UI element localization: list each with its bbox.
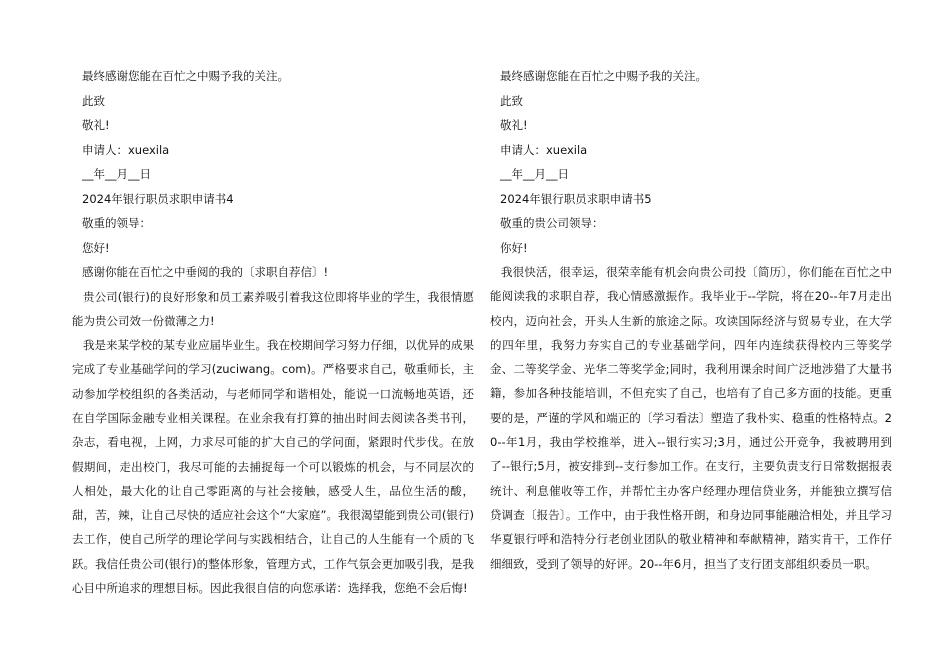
closing-thanks: 最终感谢您能在百忙之中赐予我的关注。 <box>500 69 707 83</box>
salutation-cizhi: 此致 <box>500 93 523 108</box>
letter-thanks: 感谢你能在百忙之中垂阅的我的〔求职自荐信〕! <box>82 265 329 279</box>
closing-thanks: 最终感谢您能在百忙之中赐予我的关注。 <box>82 69 289 83</box>
salutation-cizhi: 此致 <box>82 93 105 108</box>
date-placeholder: __年__月__日 <box>82 167 151 181</box>
applicant-name: 申请人：xuexila <box>500 142 588 157</box>
left-column <box>72 64 474 600</box>
date-placeholder: __年__月__日 <box>500 167 569 181</box>
salutation-jingli: 敬礼! <box>500 118 528 132</box>
letter-hello: 您好! <box>82 240 110 255</box>
right-column <box>490 64 892 576</box>
applicant-name: 申请人：xuexila <box>82 142 170 157</box>
body-paragraph: 贵公司(银行)的良好形象和员工素养吸引着我这位即将毕业的学生，我很情愿能为贵公司效一份微薄之力! <box>72 289 474 328</box>
letter-title: 2024年银行职员求职申请书4 <box>82 191 234 206</box>
salutation-jingli: 敬礼! <box>82 118 110 132</box>
letter-hello: 你好! <box>500 240 528 255</box>
letter-greeting: 敬重的贵公司领导： <box>500 216 604 230</box>
letter-greeting: 敬重的领导： <box>82 216 151 230</box>
body-paragraph: 我是来某学校的某专业应届毕业生。我在校期间学习努力仔细，以优异的成果完成了专业基础学问的学习(zuciwang。com)。严格要求自己，敬重师长，主动参加学校组织的各类活动，与老师同学和谐相处，能说一口流畅地英语，还在自学国际金融专业相关课程。在业余我有打算的抽出时间去阅读各类书刊，杂志，看电视，上网，力求尽可能的扩大自己的学问面，紧跟时代步伐。在放假期间，走出校门，我尽可能的去捕捉每一个可以锻炼的机会，与不同层次的人相处，最大化的让自己零距离的与社会接触，感受人生，品位生活的酸，甜，苦，辣，让自己尽快的适应社会这个“大家庭”。我很渴望能到贵公司(银行)去工作，使自己所学的理论学问与实践相结合，让自己的人生能有一个质的飞跃。我信任贵公司(银行)的整体形象，管理方式，工作气氛会更加吸引我，是我心目中所追求的理想目标。因此我很自信的向您承诺：选择我，您绝不会后悔! <box>72 338 474 596</box>
body-paragraph: 我很快活，很幸运，很荣幸能有机会向贵公司投〔简历〕，你们能在百忙之中能阅读我的求职自荐，我心情感激振作。我毕业于--学院，将在20--年7月走出校内，迈向社会，开头人生新的旅途之际。攻读国际经济与贸易专业，在大学的四年里，我努力夯实自己的专业基础学问，四年内连续获得校内三等奖学金、二等奖学金、光华二等奖学金;同时，我利用课余时间广泛地涉猎了大量书籍，参加各种技能培训，不但充实了自己，也培有了自己多方面的技能。更重要的是，严谨的学风和端正的〔学习看法〕塑造了我朴实、稳重的性格特点。20--年1月，我由学校推举，进入--银行实习;3月，通过公开竞争，我被聘用到了--银行;5月，被安排到--支行参加工作。在支行，主要负责支行日常数据报表统计、利息催收等工作，并帮忙主办客户经理办理信贷业务，并能独立撰写信贷调查〔报告〕。工作中，由于我性格开朗，和身边同事能融洽相处，并且学习华夏银行呼和浩特分行老创业团队的敬业精神和奉献精神，踏实肯干，工作仔细细致，受到了领导的好评。20--年6月，担当了支行团支部组织委员一职。 <box>490 265 892 571</box>
letter-title: 2024年银行职员求职申请书5 <box>500 191 652 206</box>
